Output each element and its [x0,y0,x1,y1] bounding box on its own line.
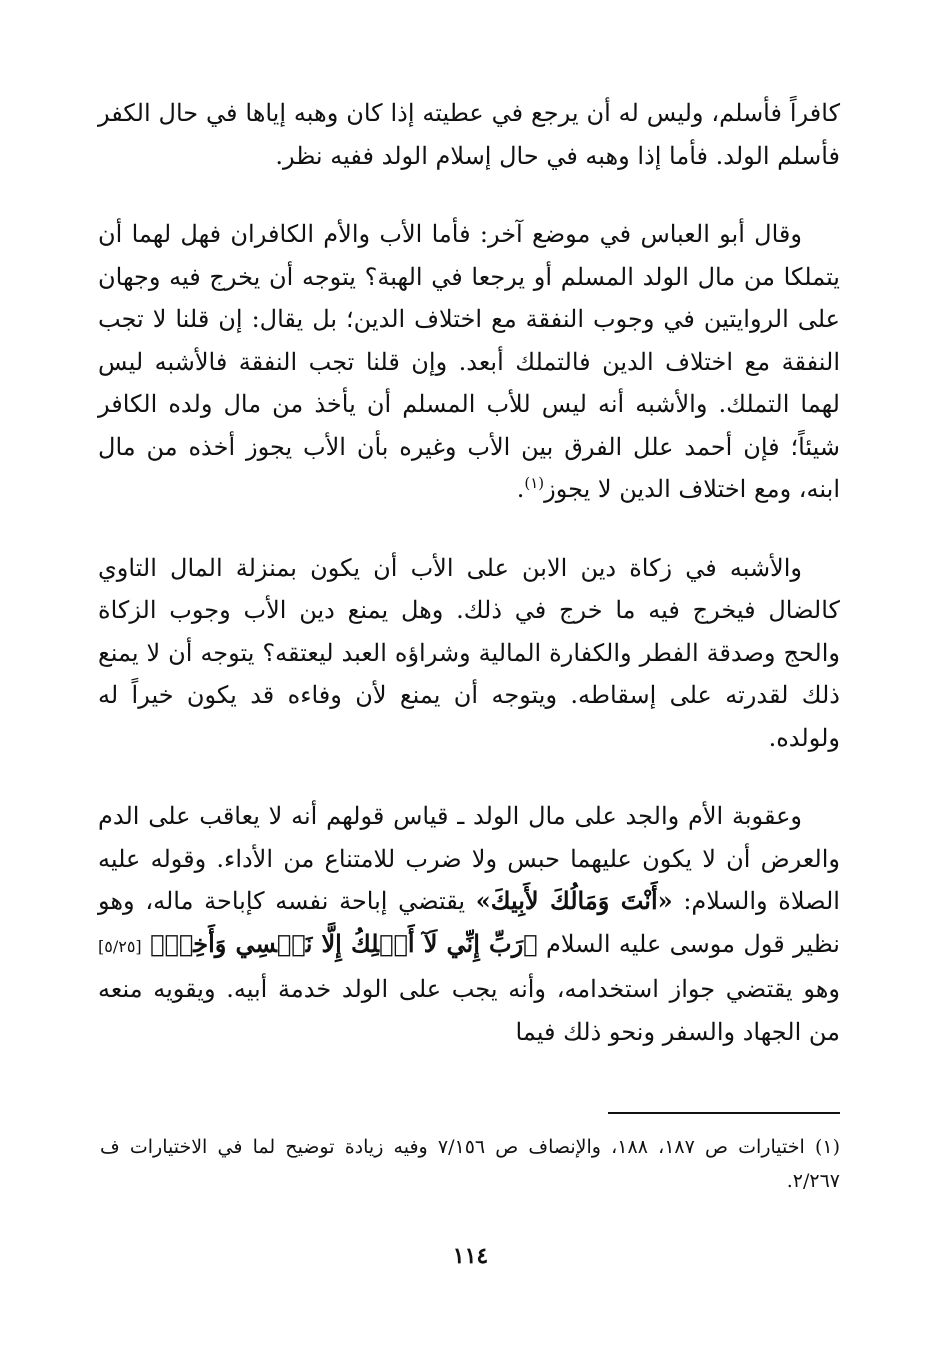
verse-citation: [٥/٢٥] [98,936,142,956]
paragraph-4 [98,795,840,1053]
footnote-divider [608,1112,840,1114]
quran-verse: ﴿رَبِّ إِنِّي لَآ أَمۡلِكُ إِلَّا نَفۡسِي وَأَخِيۖ﴾ [150,928,538,958]
footnote-text: اختيارات ص ١٨٧، ١٨٨، والإنصاف ص ٧/١٥٦ وفيه زيادة توضيح لما في الاختيارات ف ٢/٢٦٧. [100,1136,840,1192]
paragraph-1 [98,92,840,177]
paragraph-4-text-part-2: يقتضي إباحة نفسه كإباحة ماله، وهو نظير قول موسى عليه السلام [98,887,840,958]
paragraph-gap [98,511,840,547]
paragraph-2-text: وقال أبو العباس في موضع آخر: فأما الأب والأم الكافران فهل لهما أن يتملكا من مال الولد المسلم أو يرجعا في الهبة؟ يتوجه أن يخرج فيه وجهان على الروايتين في وجوب النفقة مع اختلاف الدين؛ بل يقال: إن قلنا لا تجب النفقة مع اختلاف الدين فالتملك أبعد. وإن قلنا تجب النفقة فالأشبه ليس لهما التملك. والأشبه أنه ليس للأب المسلم أن يأخذ من مال ولده الكافر شيئاً؛ فإن أحمد علل الفرق بين الأب وغيره بأن الأب يجوز أخذه من مال ابنه، ومع اختلاف الدين لا يجوز [98,220,840,503]
paragraph-4-text-part-1: وعقوبة الأم والجد على مال الولد ـ قياس قولهم أنه لا يعاقب على الدم والعرض أن لا يكون عليهما حبس ولا ضرب للامتناع من الأداء. وقوله عليه الصلاة والسلام: [98,802,840,915]
paragraph-2-end: . [516,475,525,503]
paragraph-3 [98,547,840,760]
paragraph-1-text: كافراً فأسلم، وليس له أن يرجع في عطيته إذا كان وهبه إياها في حال الكفر فأسلم الولد. فأما إذا وهبه في حال إسلام الولد ففيه نظر. [98,99,840,170]
paragraph-2 [98,213,840,511]
page-number: ١١٤ [452,1243,489,1269]
paragraph-3-text: والأشبه في زكاة دين الابن على الأب أن يكون بمنزلة المال التاوي كالضال فيخرج فيه ما خرج في ذلك. وهل يمنع دين الأب وجوب الزكاة والحج وصدقة الفطر والكفارة المالية وشراؤه العبد ليعتقه؟ يتوجه أن لا يمنع ذلك لقدرته على إسقاطه. ويتوجه أن يمنع لأن وفاءه قد يكون خيراً له ولولده. [98,553,840,752]
hadith-quote: «أَنْتَ وَمَالُكَ لأَبِيكَ» [475,886,673,915]
main-text [98,92,840,1053]
paragraph-gap [98,759,840,795]
footnotes [100,1130,840,1198]
footnote-reference: (١) [524,474,545,492]
footnote-1 [100,1130,840,1198]
paragraph-4-text-part-3: وهو يقتضي جواز استخدامه، وأنه يجب على الولد خدمة أبيه. ويقويه منعه من الجهاد والسفر ونحو ذلك فيما [98,975,840,1046]
paragraph-gap [98,177,840,213]
footnote-number: (١) [814,1136,841,1158]
